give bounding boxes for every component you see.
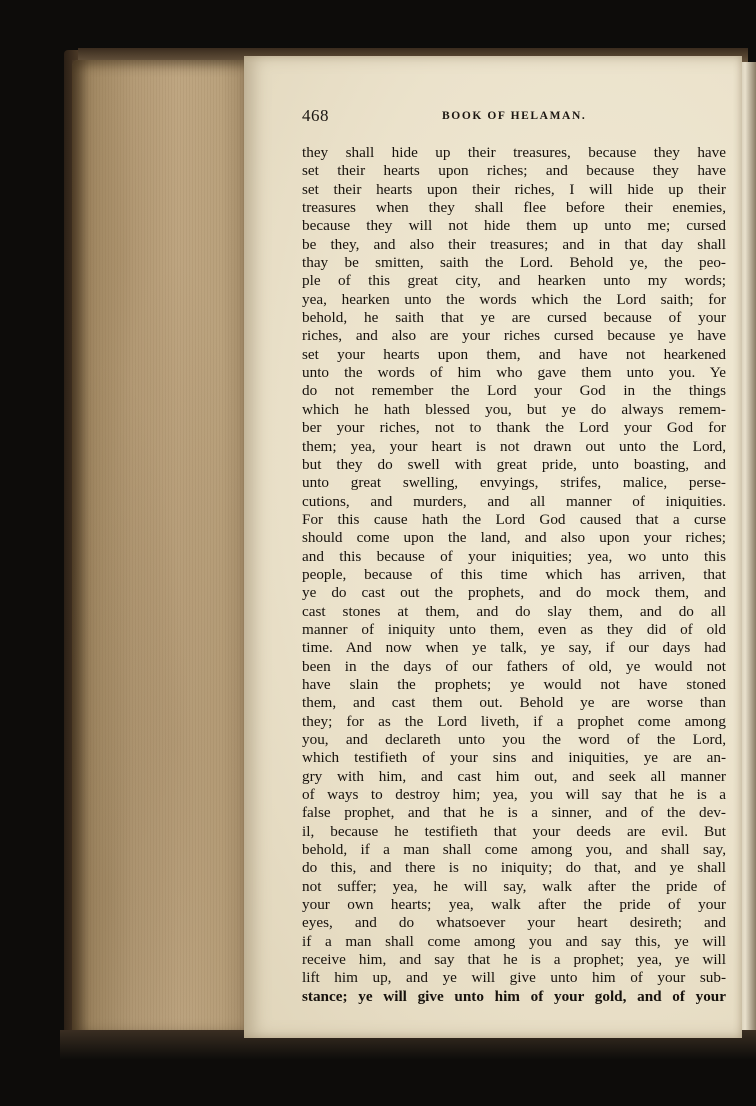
text-line: cutions, and murders, and all manner of iniquities.: [302, 492, 726, 510]
text-line: be they, and also their treasures; and in that day shall: [302, 235, 726, 253]
text-line: which testifieth of your sins and iniquities, ye are an-: [302, 749, 726, 767]
text-line: they shall hide up their treasures, because they have: [302, 144, 726, 161]
text-line: time. And now when ye talk, ye say, if our days had: [302, 639, 726, 657]
text-line: behold, if a man shall come among you, and shall say,: [302, 841, 726, 859]
text-line: unto great swelling, envyings, strifes, malice, perse-: [302, 474, 726, 492]
text-line: stance; ye will give unto him of your gold, and of your: [302, 987, 726, 1005]
text-line: should come upon the land, and also upon your riches;: [302, 529, 726, 547]
text-line: gry with him, and cast him out, and seek all manner: [302, 767, 726, 785]
text-line: set their hearts upon their riches, I will hide up their: [302, 180, 726, 198]
text-line: them; yea, your heart is not drawn out unto the Lord,: [302, 437, 726, 455]
text-line: because they will not hide them up unto me; cursed: [302, 217, 726, 235]
text-line: but they do swell with great pride, unto boasting, and: [302, 455, 726, 473]
page-number: 468: [302, 106, 329, 125]
text-line: not suffer; yea, he will say, walk after the pride of: [302, 877, 726, 895]
text-line: unto the words of him who gave them unto you. Ye: [302, 364, 726, 382]
text-line: receive him, and say that he is a prophet; yea, ye will: [302, 951, 726, 969]
text-line: treasures when they shall flee before their enemies,: [302, 199, 726, 217]
text-line: they; for as the Lord liveth, if a prophet come among: [302, 712, 726, 730]
text-line: have slain the prophets; ye would not have stoned: [302, 675, 726, 693]
text-line: eyes, and do whatsoever your heart desireth; and: [302, 914, 726, 932]
text-line: ber your riches, not to thank the Lord your God for: [302, 419, 726, 437]
text-line: thay be smitten, saith the Lord. Behold ye, the peo-: [302, 254, 726, 272]
page-header: [302, 106, 727, 130]
text-line: riches, and also are your riches cursed because ye have: [302, 327, 726, 345]
text-line: behold, he saith that ye are cursed because of your: [302, 309, 726, 327]
text-line: yea, hearken unto the words which the Lord saith; for: [302, 290, 726, 308]
text-line: you, and declareth unto you the word of the Lord,: [302, 731, 726, 748]
text-line: which he hath blessed you, but ye do always remem-: [302, 400, 726, 418]
text-line: il, because he testifieth that your deeds are evil. But: [302, 822, 726, 840]
text-line: been in the days of our fathers of old, ye would not: [302, 657, 726, 675]
text-line: set your hearts upon them, and have not hearkened: [302, 345, 726, 363]
text-line: cast stones at them, and do slay them, and do all: [302, 602, 726, 620]
text-line: For this cause hath the Lord God caused that a curse: [302, 510, 726, 528]
page-block-edge: [72, 60, 248, 1035]
text-line: lift him up, and ye will give unto him of your sub-: [302, 969, 726, 987]
text-line: do not remember the Lord your God in the things: [302, 382, 726, 400]
text-line: do this, and there is no iniquity; do that, and ye shall: [302, 859, 726, 877]
text-line: if a man shall come among you and say this, ye will: [302, 932, 726, 950]
text-line: set their hearts upon riches; and because they have: [302, 162, 726, 180]
text-line: of ways to destroy him; yea, you will say that he is a: [302, 786, 726, 804]
text-line: your own hearts; yea, walk after the pride of your: [302, 896, 726, 914]
text-line: manner of iniquity unto them, even as they did of old: [302, 620, 726, 638]
text-line: people, because of this time which has arriven, that: [302, 565, 726, 583]
text-line: ple of this great city, and hearken unto my words;: [302, 272, 726, 290]
text-line: and this because of your iniquities; yea, wo unto this: [302, 547, 726, 565]
text-line: false prophet, and that he is a sinner, and of the dev-: [302, 804, 726, 822]
running-head: BOOK OF HELAMAN.: [442, 110, 587, 122]
body-text: [302, 144, 726, 1006]
text-line: ye do cast out the prophets, and do mock them, and: [302, 584, 726, 602]
text-line: them, and cast them out. Behold ye are worse than: [302, 694, 726, 712]
